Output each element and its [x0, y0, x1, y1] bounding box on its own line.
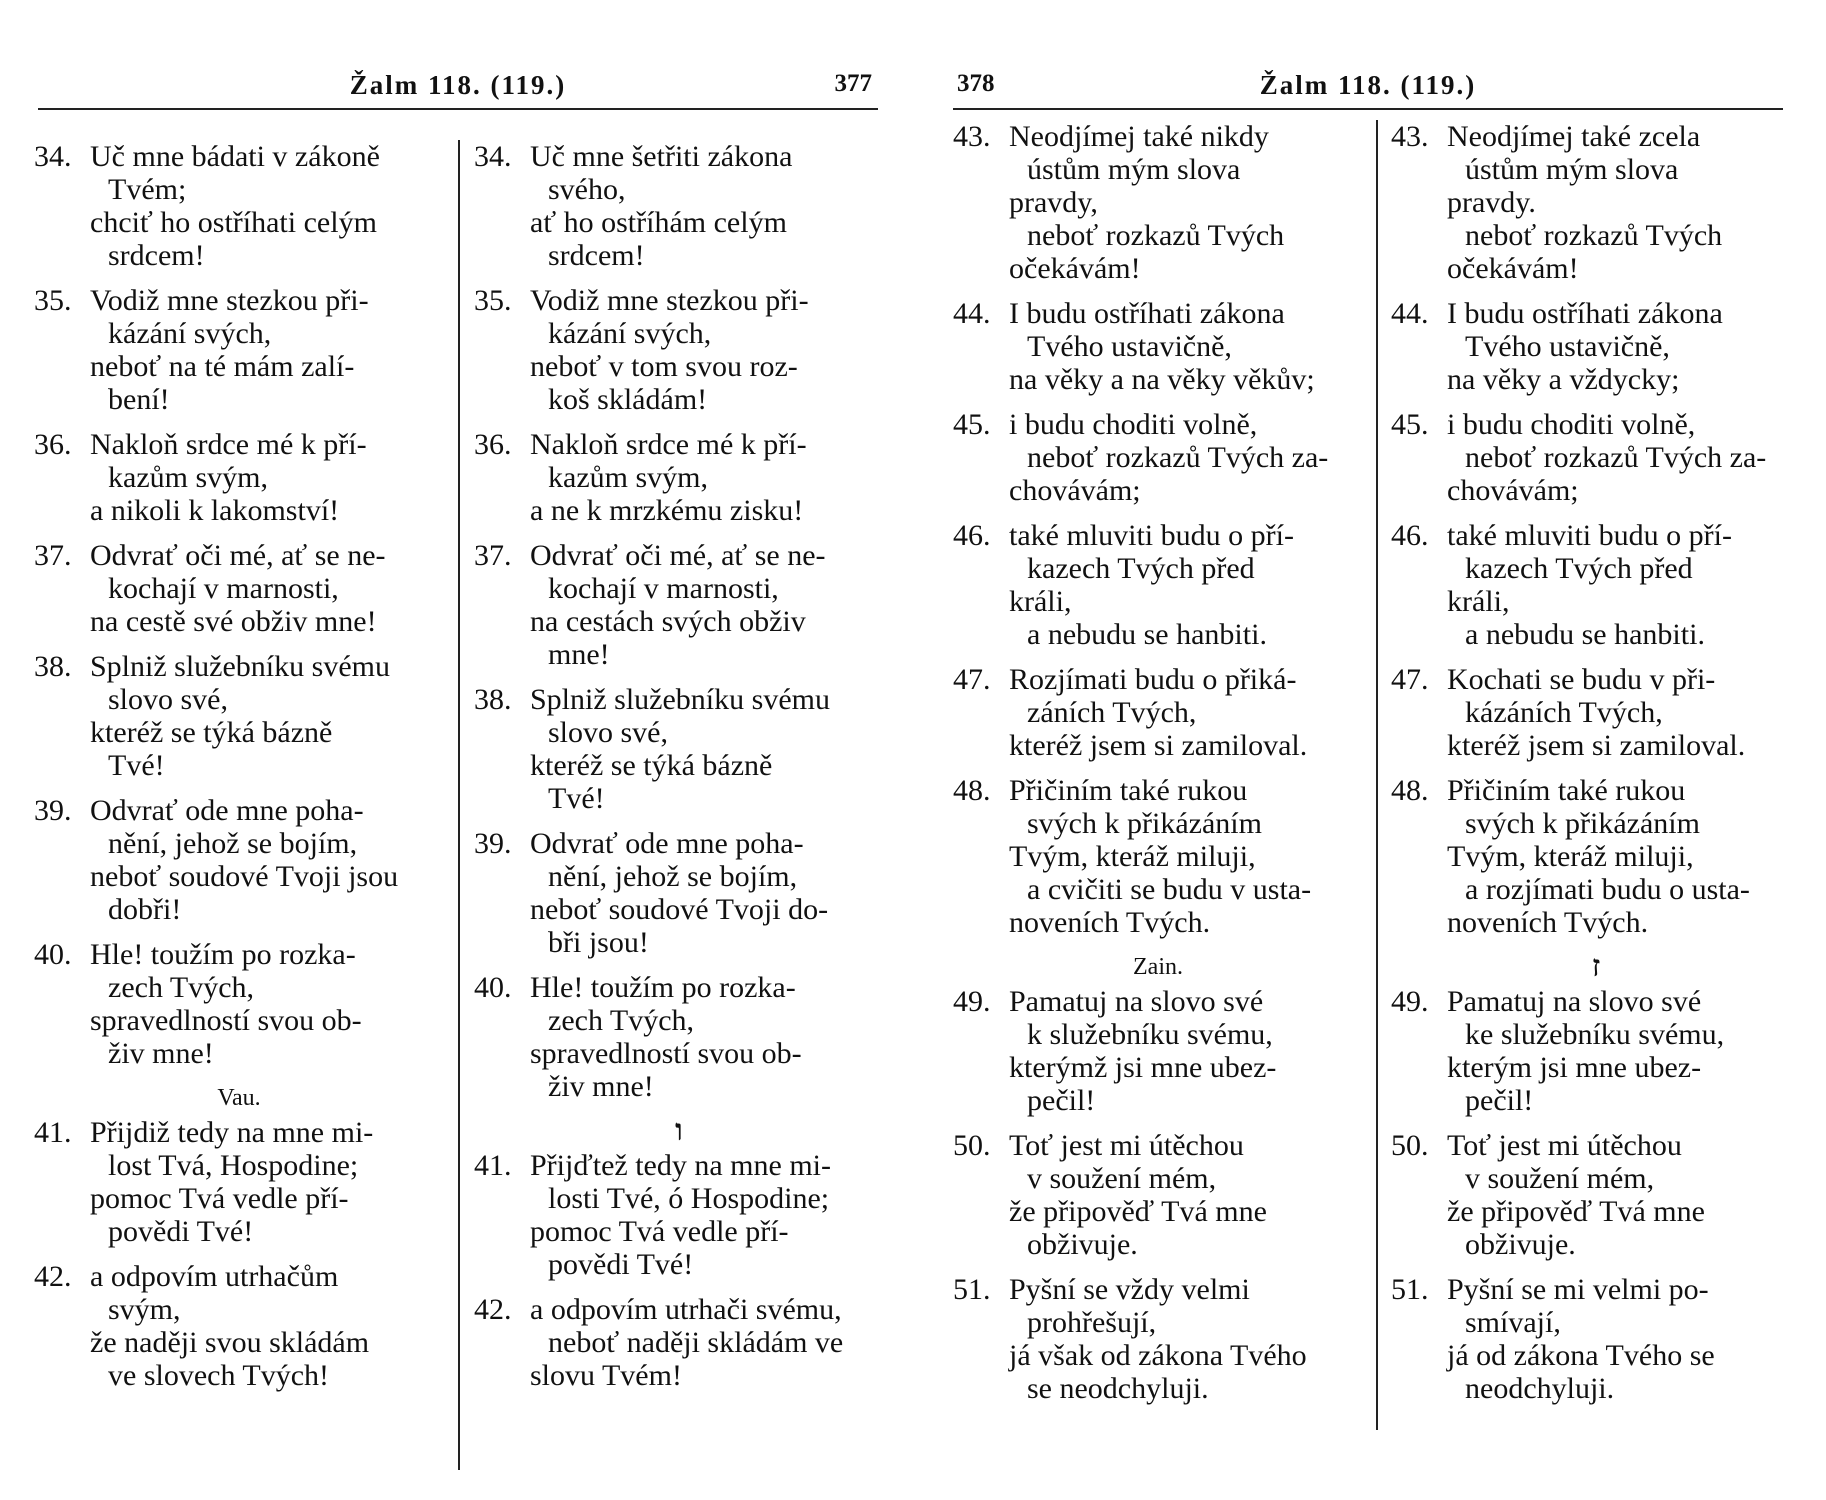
verse-line: kteréž jsem si zamiloval.	[1447, 729, 1746, 762]
verse-line: Odvrať ode mne poha-	[90, 794, 364, 827]
section-heading: Vau.	[217, 1085, 261, 1111]
verse-line: živ mne!	[548, 1070, 654, 1103]
verse-line: kazům svým,	[108, 461, 268, 494]
column-translation-b	[1391, 120, 1801, 1417]
section-heading: ו	[675, 1114, 683, 1147]
verse-line: slovu Tvém!	[530, 1359, 682, 1392]
verse	[953, 408, 1363, 507]
verse-line: Splniž služebníku svému	[90, 650, 390, 683]
verse	[953, 519, 1363, 651]
verse-line: Uč mne šetřiti zákona	[530, 140, 793, 173]
verse	[1391, 985, 1801, 1117]
verse-number: 47.	[1391, 663, 1429, 696]
verse-line: povědi Tvé!	[108, 1215, 254, 1248]
verse-number: 35.	[474, 284, 512, 317]
verse-line: kterýmž jsi mne ubez-	[1009, 1051, 1277, 1084]
verse-line: dobři!	[108, 893, 182, 926]
verse-line: Rozjímati budu o přiká-	[1009, 663, 1297, 696]
verse-line: Odvrať ode mne poha-	[530, 827, 804, 860]
verse-line: také mluviti budu o pří-	[1009, 519, 1294, 552]
verse-line: kochají v marnosti,	[108, 572, 339, 605]
verse	[34, 140, 444, 272]
verse-line: neodchyluji.	[1465, 1372, 1615, 1405]
verse-number: 46.	[953, 519, 991, 552]
verse-line: svých k přikázáním	[1027, 807, 1262, 840]
verse	[474, 1293, 884, 1392]
verse-line: svého,	[548, 173, 626, 206]
verse	[953, 774, 1363, 939]
verse	[953, 1129, 1363, 1261]
verse-line: se neodchyluji.	[1027, 1372, 1209, 1405]
verse-line: kterým jsi mne ubez-	[1447, 1051, 1702, 1084]
verse-line: noveních Tvých.	[1447, 906, 1649, 939]
verse-line: Uč mne bádati v zákoně	[90, 140, 380, 173]
verse-line: lost Tvá, Hospodine;	[108, 1149, 359, 1182]
verse-number: 44.	[1391, 297, 1429, 330]
verse-line: kázání svých,	[548, 317, 712, 350]
verse	[474, 284, 884, 416]
verse-line: živ mne!	[108, 1037, 214, 1070]
verse	[34, 1260, 444, 1392]
verse-line: kazům svým,	[548, 461, 708, 494]
verse-line: neboť rozkazů Tvých za-	[1465, 441, 1767, 474]
verse-number: 49.	[953, 985, 991, 1018]
verse-line: srdcem!	[108, 239, 205, 272]
verse-line: losti Tvé, ó Hospodine;	[548, 1182, 830, 1215]
verse-line: Vodiž mne stezkou při-	[530, 284, 809, 317]
column-divider	[458, 140, 460, 1470]
verse-line: neboť na té mám zalí-	[90, 350, 355, 383]
verse-number: 43.	[953, 120, 991, 153]
verse-line: a nikoli k lakomství!	[90, 494, 340, 527]
verse	[953, 663, 1363, 762]
verse	[34, 938, 444, 1070]
verse	[1391, 297, 1801, 396]
verse-line: na cestě své obživ mne!	[90, 605, 377, 638]
verse-line: pečil!	[1465, 1084, 1534, 1117]
verse-line: i budu choditi volně,	[1009, 408, 1258, 441]
verse-number: 42.	[34, 1260, 72, 1293]
verse-line: králi,	[1447, 585, 1510, 618]
verse-line: neboť soudové Tvoji jsou	[90, 860, 399, 893]
running-title: Žalm 118. (119.)	[349, 70, 567, 100]
verse-line: Neodjímej také nikdy	[1009, 120, 1269, 153]
verse-line: noveních Tvých.	[1009, 906, 1211, 939]
verse-line: kochají v marnosti,	[548, 572, 779, 605]
verse-line: Splniž služebníku svému	[530, 683, 830, 716]
verse-line: Přičiním také rukou	[1009, 774, 1248, 807]
verse-number: 35.	[34, 284, 72, 317]
verse-line: že naději svou skládám	[90, 1326, 370, 1359]
verse-line: pravdy,	[1009, 186, 1098, 219]
verse-number: 45.	[953, 408, 991, 441]
page-header	[953, 58, 1783, 110]
verse-line: Pyšní se vždy velmi	[1009, 1273, 1250, 1306]
verse-line: v soužení mém,	[1027, 1162, 1217, 1195]
verse-line: záních Tvých,	[1027, 696, 1197, 729]
page-header	[38, 58, 878, 110]
verse-line: ústům mým slova	[1465, 153, 1679, 186]
verse-number: 48.	[953, 774, 991, 807]
verse	[1391, 519, 1801, 651]
verse-number: 42.	[474, 1293, 512, 1326]
verse-number: 47.	[953, 663, 991, 696]
verse-line: koš skládám!	[548, 383, 708, 416]
verse-line: Tvého ustavičně,	[1027, 330, 1232, 363]
verse-line: kteréž se týká bázně	[530, 749, 773, 782]
verse	[474, 428, 884, 527]
verse-line: neboť soudové Tvoji do-	[530, 893, 829, 926]
verse-line: Tvé!	[108, 749, 165, 782]
verse-line: svým,	[108, 1293, 181, 1326]
verse-number: 43.	[1391, 120, 1429, 153]
verse	[1391, 774, 1801, 939]
verse-line: bři jsou!	[548, 926, 649, 959]
verse-line: kteréž jsem si zamiloval.	[1009, 729, 1308, 762]
verse-line: neboť rozkazů Tvých	[1465, 219, 1723, 252]
verse-line: obživuje.	[1027, 1228, 1138, 1261]
verse-line: já od zákona Tvého se	[1447, 1339, 1715, 1372]
verse-number: 51.	[953, 1273, 991, 1306]
verse	[1391, 408, 1801, 507]
verse	[474, 1149, 884, 1281]
verse	[1391, 1273, 1801, 1405]
verse	[474, 827, 884, 959]
verse-line: Přičiním také rukou	[1447, 774, 1686, 807]
verse-line: kazech Tvých před	[1027, 552, 1255, 585]
verse-line: Tvém;	[108, 173, 187, 206]
verse-line: Toť jest mi útěchou	[1447, 1129, 1682, 1162]
verse-line: smívají,	[1465, 1306, 1561, 1339]
verse-line: a nebudu se hanbiti.	[1027, 618, 1267, 651]
verse-line: Tvé!	[548, 782, 605, 815]
verse-line: také mluviti budu o pří-	[1447, 519, 1732, 552]
verse-number: 45.	[1391, 408, 1429, 441]
verse-line: slovo své,	[548, 716, 668, 749]
verse-line: a ne k mrzkému zisku!	[530, 494, 804, 527]
verse-line: kázáních Tvých,	[1465, 696, 1663, 729]
verse-line: nění, jehož se bojím,	[108, 827, 358, 860]
verse-line: Toť jest mi útěchou	[1009, 1129, 1244, 1162]
verse	[1391, 663, 1801, 762]
page-number: 378	[957, 70, 995, 97]
verse-line: Hle! toužím po rozka-	[530, 971, 796, 1004]
verse-line: Odvrať oči mé, ať se ne-	[90, 539, 386, 572]
verse-line: I budu ostříhati zákona	[1447, 297, 1723, 330]
verse-line: svých k přikázáním	[1465, 807, 1700, 840]
verse-line: ať ho ostříhám celým	[530, 206, 787, 239]
verse	[34, 1116, 444, 1248]
verse	[953, 297, 1363, 396]
verse-line: spravedlností svou ob-	[530, 1037, 802, 1070]
verse-line: Vodiž mne stezkou při-	[90, 284, 369, 317]
verse	[34, 794, 444, 926]
verse	[474, 971, 884, 1103]
verse-line: Pamatuj na slovo své	[1009, 985, 1264, 1018]
verse-number: 34.	[474, 140, 512, 173]
verse-line: k služebníku svému,	[1027, 1018, 1273, 1051]
verse-line: Tvým, kteráž miluji,	[1447, 840, 1694, 873]
verse-line: Přijdiž tedy na mne mi-	[90, 1116, 374, 1149]
verse-line: neboť v tom svou roz-	[530, 350, 798, 383]
verse-line: I budu ostříhati zákona	[1009, 297, 1285, 330]
verse-line: zech Tvých,	[548, 1004, 695, 1037]
right-page	[913, 0, 1826, 1500]
verse-line: ke služebníku svému,	[1465, 1018, 1725, 1051]
verse-line: a nebudu se hanbiti.	[1465, 618, 1705, 651]
verse-line: kázání svých,	[108, 317, 272, 350]
verse	[1391, 1129, 1801, 1261]
verse-line: srdcem!	[548, 239, 645, 272]
verse-line: očekávám!	[1447, 252, 1579, 285]
verse-line: chovávám;	[1447, 474, 1579, 507]
verse-line: na věky a vždycky;	[1447, 363, 1680, 396]
section-heading: Zain.	[1133, 954, 1183, 980]
verse-line: spravedlností svou ob-	[90, 1004, 362, 1037]
verse-line: pomoc Tvá vedle pří-	[530, 1215, 789, 1248]
verse-number: 48.	[1391, 774, 1429, 807]
verse-line: a odpovím utrhačům	[90, 1260, 339, 1293]
verse-number: 51.	[1391, 1273, 1429, 1306]
verse-line: Přijďtež tedy na mne mi-	[530, 1149, 831, 1182]
verse-line: mne!	[548, 638, 610, 671]
verse-number: 40.	[34, 938, 72, 971]
verse-line: Neodjímej také zcela	[1447, 120, 1701, 153]
verse	[34, 539, 444, 638]
verse-number: 34.	[34, 140, 72, 173]
verse-line: pravdy.	[1447, 186, 1536, 219]
verse-number: 39.	[34, 794, 72, 827]
verse-line: v soužení mém,	[1465, 1162, 1655, 1195]
verse-number: 41.	[34, 1116, 72, 1149]
verse-line: pomoc Tvá vedle pří-	[90, 1182, 349, 1215]
verse-line: neboť rozkazů Tvých za-	[1027, 441, 1329, 474]
verse-line: Pamatuj na slovo své	[1447, 985, 1702, 1018]
verse-line: já však od zákona Tvého	[1009, 1339, 1307, 1372]
verse-line: nění, jehož se bojím,	[548, 860, 798, 893]
verse-line: a odpovím utrhači svému,	[530, 1293, 842, 1326]
verse-number: 44.	[953, 297, 991, 330]
verse-line: kteréž se týká bázně	[90, 716, 333, 749]
verse-line: Tvým, kteráž miluji,	[1009, 840, 1256, 873]
page-number: 377	[834, 70, 872, 97]
verse	[474, 539, 884, 671]
verse-line: chovávám;	[1009, 474, 1141, 507]
column-translation-b	[474, 140, 884, 1404]
verse-line: a cvičiti se budu v usta-	[1027, 873, 1312, 906]
column-divider	[1376, 120, 1378, 1430]
verse	[1391, 120, 1801, 285]
verse-number: 38.	[34, 650, 72, 683]
verse-line: povědi Tvé!	[548, 1248, 694, 1281]
verse-line: ústům mým slova	[1027, 153, 1241, 186]
verse-number: 38.	[474, 683, 512, 716]
verse-number: 50.	[953, 1129, 991, 1162]
verse-line: slovo své,	[108, 683, 228, 716]
verse-line: Nakloň srdce mé k pří-	[530, 428, 807, 461]
verse-line: zech Tvých,	[108, 971, 255, 1004]
verse-line: pečil!	[1027, 1084, 1096, 1117]
verse-line: prohřešují,	[1027, 1306, 1157, 1339]
verse-number: 40.	[474, 971, 512, 1004]
verse-line: na věky a na věky věkův;	[1009, 363, 1315, 396]
verse	[474, 683, 884, 815]
verse-number: 37.	[474, 539, 512, 572]
section-heading: ז	[1591, 950, 1601, 983]
verse-line: Tvého ustavičně,	[1465, 330, 1670, 363]
verse-line: Pyšní se mi velmi po-	[1447, 1273, 1709, 1306]
verse-number: 46.	[1391, 519, 1429, 552]
verse-line: Odvrať oči mé, ať se ne-	[530, 539, 826, 572]
verse-line: králi,	[1009, 585, 1072, 618]
verse-number: 41.	[474, 1149, 512, 1182]
column-translation-a	[953, 120, 1363, 1417]
verse-line: neboť naději skládám ve	[548, 1326, 844, 1359]
verse-line: bení!	[108, 383, 170, 416]
verse-line: kazech Tvých před	[1465, 552, 1693, 585]
verse-number: 39.	[474, 827, 512, 860]
column-translation-a	[34, 140, 444, 1404]
verse-line: Hle! toužím po rozka-	[90, 938, 356, 971]
verse-line: ve slovech Tvých!	[108, 1359, 330, 1392]
verse-line: obživuje.	[1465, 1228, 1576, 1261]
verse	[34, 428, 444, 527]
verse-line: očekávám!	[1009, 252, 1141, 285]
verse-number: 49.	[1391, 985, 1429, 1018]
verse	[34, 650, 444, 782]
verse-line: že připověď Tvá mne	[1009, 1195, 1267, 1228]
verse	[953, 1273, 1363, 1405]
running-title: Žalm 118. (119.)	[1259, 70, 1477, 100]
verse-line: chciť ho ostříhati celým	[90, 206, 377, 239]
verse	[953, 985, 1363, 1117]
verse-line: Nakloň srdce mé k pří-	[90, 428, 367, 461]
verse-number: 37.	[34, 539, 72, 572]
verse-line: že připověď Tvá mne	[1447, 1195, 1705, 1228]
verse	[34, 284, 444, 416]
verse-line: neboť rozkazů Tvých	[1027, 219, 1285, 252]
verse-line: i budu choditi volně,	[1447, 408, 1696, 441]
verse-number: 36.	[474, 428, 512, 461]
verse	[953, 120, 1363, 285]
verse-line: a rozjímati budu o usta-	[1465, 873, 1750, 906]
verse	[474, 140, 884, 272]
verse-number: 36.	[34, 428, 72, 461]
verse-number: 50.	[1391, 1129, 1429, 1162]
verse-line: Kochati se budu v při-	[1447, 663, 1716, 696]
verse-line: na cestách svých obživ	[530, 605, 806, 638]
